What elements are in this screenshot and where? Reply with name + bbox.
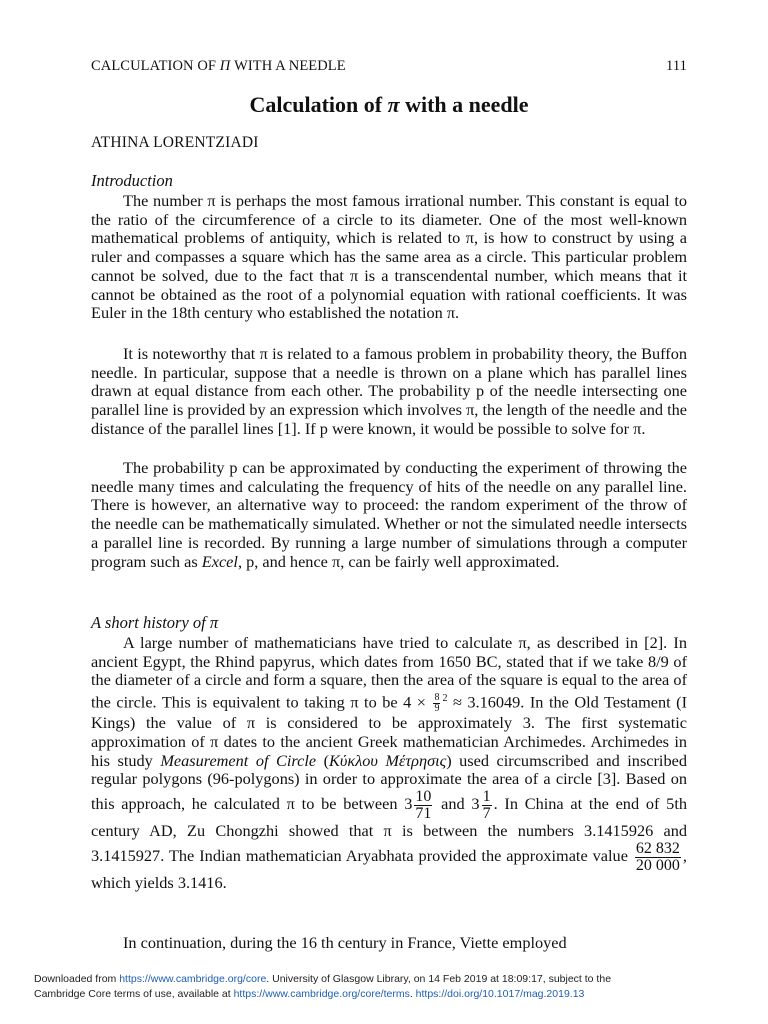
article-title: Calculation of π with a needle (249, 92, 529, 117)
doi-link[interactable]: https://doi.org/10.1017/mag.2019.13 (415, 988, 585, 1000)
section-heading-introduction: Introduction (91, 171, 173, 190)
history-paragraph-1: A large number of mathematicians have tried to calculate π, as described in [2]. In ancient Egypt, the Rhind papyrus, which dates from 1650 BC, stated that if we take 8/9 of the diameter of a circle and form a square, then the area of the square is equal to the area of the circle. This is equivalent to taking π to be 4 × $\frac{8}{9}$ $^2$ ≈ 3.16049. In the Old Testament (I Kings) the value of π is considered to be approximately 3. The first systematic approximation of π dates to the ancient Greek mathematician Archimedes. Archimedes in his study Measurement of Circle (Κύκλου Μέτρησις) used circumscribed and inscribed regular polygons (96-polygons) in order to approximate the area of a circle [3]. Based on this approach, he calculated π to be between 3 $\frac{10}{71}$ and 3 $\frac{1}{7}$ . In China at the end of 5th century AD, Zu Chongzhi showed that π is between the numbers 3.1415926 and 3.1415927. The Indian mathematician Aryabhata provided the approximate value $\frac{62 832}{20 000}$ , which yields 3.1416. (91, 633, 687, 892)
fraction-one-seventh: $\frac{1}{7}$ (482, 788, 491, 823)
running-title: CALCULATION OF Π WITH A NEEDLE (91, 58, 346, 74)
footer-line-1: Downloaded from https://www.cambridge.org/core. University of Glasgow Library, on 14 Feb 2019 at 18:09:17, subject to the (34, 973, 612, 985)
intro-paragraph-2: It is noteworthy that π is related to a famous problem in probability theory, the Buffon needle. In particular, suppose that a needle is thrown on a plane which has parallel lines drawn at equal distance from each other. The probability p of the needle intersecting one parallel line is provided by an expression which involves π, the length of the needle and the distance of the parallel lines [1]. If p were known, it would be possible to solve for π. (91, 344, 687, 438)
page-number: 111 (666, 58, 687, 74)
running-header (91, 58, 687, 75)
cambridge-terms-link[interactable]: https://www.cambridge.org/core/terms (233, 988, 410, 1000)
author-name: ATHINA LORENTZIADI (91, 134, 259, 151)
cambridge-core-link[interactable]: https://www.cambridge.org/core (119, 973, 267, 985)
section-heading-history: A short history of π (91, 613, 219, 632)
footer-line-2: Cambridge Core terms of use, available at https://www.cambridge.org/core/terms. https://doi.org/10.1017/mag.2019.13 (34, 988, 585, 1000)
fraction-eight-ninths: $\frac{8}{9}$ (434, 692, 440, 715)
intro-paragraph-3: The probability p can be approximated by conducting the experiment of throwing the needle many times and calculating the frequency of hits of the needle on any parallel line. There is however, an alternative way to proceed: the random experiment of the throw of the needle can be mathematically simulated. Whether or not the simulated needle intersects a parallel line is recorded. By running a large number of simulations through a computer program such as Excel, p, and hence π, can be fairly well approximated. (91, 458, 687, 571)
history-paragraph-2: In continuation, during the 16 th century in France, Viette employed (123, 933, 567, 952)
fraction-62832-over-20000: $\frac{62 832}{20 000}$ (635, 839, 680, 874)
fraction-ten-over-71: $\frac{10}{71}$ (415, 788, 432, 823)
intro-paragraph-1: The number π is perhaps the most famous irrational number. This constant is equal to the ratio of the circumference of a circle to its diameter. One of the most well-known mathematical problems of antiquity, which is related to π, is how to construct by using a ruler and compasses a square which has the same area as a circle. This particular problem cannot be solved, due to the fact that π is a transcendental number, which means that it cannot be obtained as the root of a polynomial equation with rational coefficients. It was Euler in the 18th century who established the notation π. (91, 191, 687, 323)
download-footer (34, 972, 734, 1002)
